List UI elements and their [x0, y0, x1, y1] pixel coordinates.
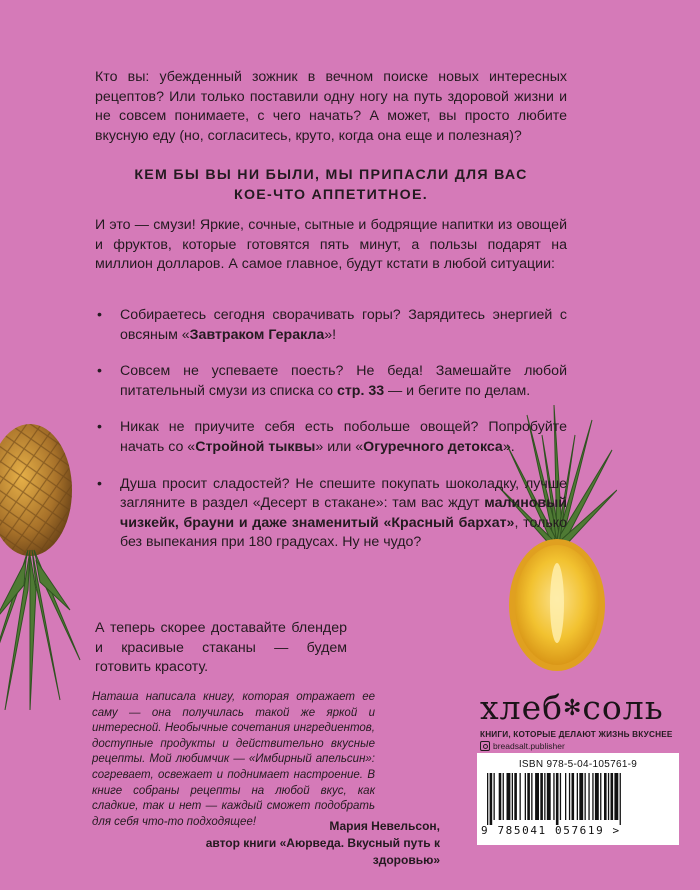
- barcode-bar: [494, 773, 495, 820]
- barcode-bar: [588, 773, 589, 820]
- barcode-bar: [531, 773, 532, 820]
- barcode-bar: [595, 773, 599, 820]
- star-icon: ✻: [562, 696, 583, 721]
- slogan-heading: [95, 166, 567, 205]
- author-name: Мария Невельсон,: [329, 819, 440, 833]
- barcode-bar: [540, 773, 543, 820]
- publisher-wordmark: хлеб✻соль: [480, 688, 664, 727]
- barcode-bar: [507, 773, 511, 820]
- list-item: • Никак не приучите себя есть побольше овощей? Попробуйте начать со «Стройной тыквы» или «Огуречного детокса».: [97, 419, 567, 455]
- bold-page-ref: стр. 33: [336, 382, 385, 399]
- closing-paragraph: А теперь скорее доставайте блендер и красивые стаканы — будем готовить красоту.: [95, 620, 347, 676]
- barcode-bar: [604, 773, 607, 820]
- publisher-tagline: КНИГИ, КОТОРЫЕ ДЕЛАЮТ ЖИЗНЬ ВКУСНЕЕ: [480, 730, 673, 739]
- barcode-bar: [620, 773, 621, 825]
- bold-recipe-name: Огуречного детокса: [363, 438, 503, 455]
- publisher-handle: breadsalt.publisher: [493, 741, 565, 751]
- barcode-bar: [553, 773, 554, 820]
- list-item: • Совсем не успеваете поесть? Не беда! Замешайте любой питательный смузи из списка со стр. 33 — и бегите по делам.: [97, 363, 567, 399]
- barcode-bar: [544, 773, 545, 820]
- publisher-logo: [480, 688, 673, 751]
- publisher-social: [480, 741, 670, 751]
- bold-recipe-name: Стройной тыквы: [195, 438, 316, 455]
- isbn-text: ISBN 978-5-04-105761-9: [518, 759, 638, 770]
- bullet-mark: •: [97, 307, 102, 323]
- intro-paragraph: Кто вы: убежденный зожник в вечном поиске новых интересных рецептов? Или только поставили одну ногу на путь здоровой жизни и не совсем понимаете, с чего начать? А может, вы просто любите вкусную еду (но, согласитесь, круто, когда она еще и полезная)?: [95, 69, 567, 144]
- barcode-bar: [569, 773, 570, 820]
- barcode-bar: [614, 773, 618, 820]
- situations-list: [95, 306, 567, 570]
- barcode-bar: [608, 773, 609, 820]
- barcode-bar: [490, 773, 493, 825]
- barcode-bar: [556, 773, 559, 825]
- slogan-line: КЕМ БЫ ВЫ НИ БЫЛИ, МЫ ПРИПАСЛИ ДЛЯ ВАС: [134, 167, 528, 183]
- barcode-bars: [487, 773, 669, 825]
- slogan-line: КОЕ-ЧТО АППЕТИТНОЕ.: [234, 186, 428, 203]
- barcode-bar: [592, 773, 593, 820]
- bold-recipe-name: Завтраком Геракла: [189, 326, 325, 343]
- barcode-bar: [611, 773, 614, 820]
- barcode-bar: [579, 773, 583, 820]
- barcode-bar: [514, 773, 517, 820]
- barcode-bar: [565, 773, 566, 820]
- barcode-bar: [600, 773, 601, 820]
- barcode-number: 9 785041 057619 >: [481, 824, 621, 837]
- barcode-bar: [512, 773, 513, 820]
- bullet-mark: •: [97, 475, 102, 492]
- barcode-bar: [577, 773, 578, 820]
- barcode-card: [477, 753, 679, 845]
- bullet-mark: •: [97, 419, 102, 436]
- barcode-bar: [547, 773, 551, 820]
- bullet-mark: •: [97, 363, 102, 380]
- pineapple-left-image: [0, 410, 90, 710]
- barcode-bar: [585, 773, 586, 820]
- barcode-bar: [572, 773, 575, 820]
- bold-recipe-name: малиновый чизкейк, брауни и даже знаменитый «Красный бархат»: [120, 495, 567, 531]
- barcode-bar: [527, 773, 530, 820]
- barcode-bar: [520, 773, 521, 820]
- list-item: • Душа просит сладостей? Не спешите покупать шоколадку, лучше загляните в раздел «Десерт в стакане»: там вас ждут малиновый чизкейк, брауни и даже знаменитый «Красный бархат», только без выпекания при 180 градусах. Ну не чудо?: [97, 475, 567, 551]
- barcode-bar: [487, 773, 488, 825]
- instagram-icon: [480, 741, 490, 751]
- review-quote: Наташа написала книгу, которая отражает ее саму — она получилась такой же яркой и интересной. Необычные сочетания ингредиентов, доступные продукты и действительно вкусные рецепты. Мой любимчик — «Имбирный апельсин»: согревает, освежает и поднимает настроение. В книге собраны рецепты на любой вкус, как сладкие, так и нет — каждый сможет подобрать для себя что-то подходящее!: [92, 691, 375, 828]
- barcode-bar: [503, 773, 504, 820]
- author-role: автор книги «Аюрведа. Вкусный путь к здоровью»: [205, 836, 440, 867]
- barcode-bar: [535, 773, 539, 820]
- list-item: • Собираетесь сегодня сворачивать горы? Зарядитесь энергией с овсяным «Завтраком Геракла»!: [97, 307, 567, 343]
- barcode-bar: [560, 773, 561, 820]
- smoothie-paragraph: И это — смузи! Яркие, сочные, сытные и бодрящие напитки из овощей и фруктов, которые готовятся пять минут, а пользы подарят на миллион долларов. А самое главное, будут кстати в любой ситуации:: [95, 217, 567, 273]
- quote-author: [140, 818, 440, 869]
- barcode-bar: [499, 773, 502, 820]
- barcode-bar: [525, 773, 526, 820]
